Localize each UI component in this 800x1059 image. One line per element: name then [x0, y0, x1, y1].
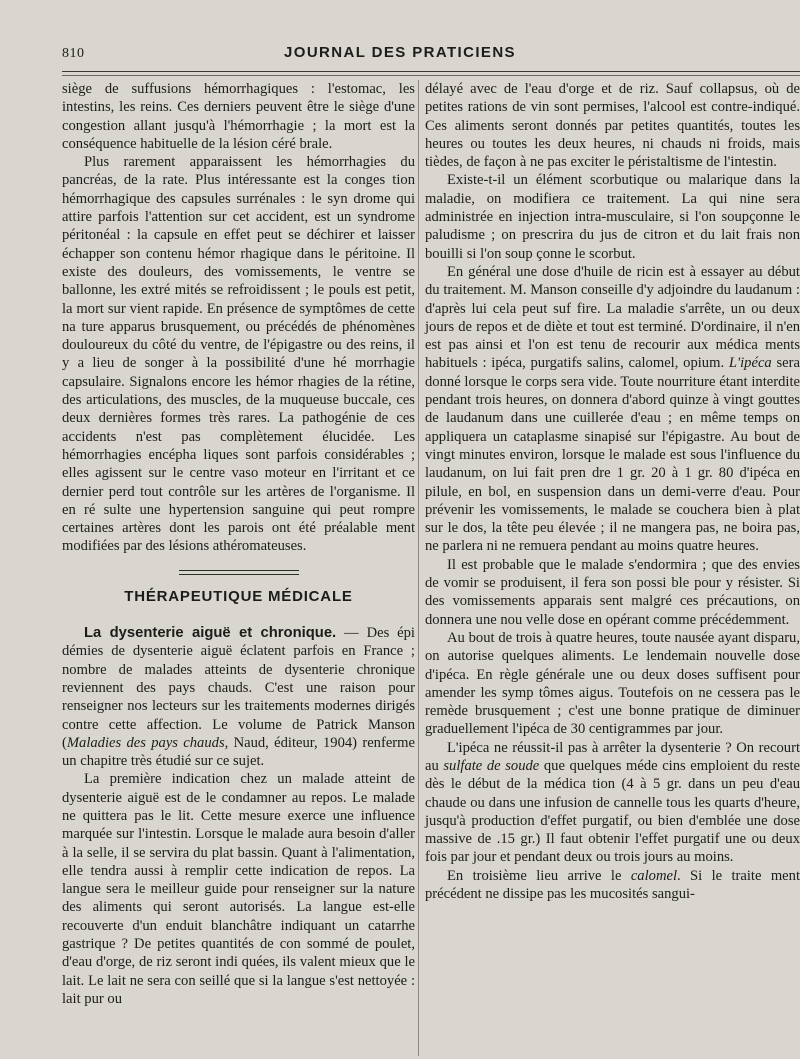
section-separator	[179, 570, 299, 571]
section-heading: THÉRAPEUTIQUE MÉDICALE	[124, 587, 353, 605]
header-rule	[62, 71, 800, 72]
paragraph-text: L'ipéca ne réussit-il pas à arrêter la dysenterie ? On recourt au	[425, 739, 800, 774]
paragraph-text: sera donné lorsque le corps sera vide. Toute nourriture étant interdite pendant trois heures, on donnera d'abord quinze à vingt gouttes de laudanum dans une cuillerée d'eau ; en même temps on appliquera un cataplasme sinapisé sur l'épigastre. Au bout de vingt minutes environ, lorsque le malade est sous l'influence du laudanum, on lui fait pren dre 1 gr. 20 à 1 gr. 80 d'ipéca en pilule, en bol, en suspension dans un demi-verre d'eau. Pour prévenir les vomissements, le malade se couchera bien à plat sur le dos, la tête peu élevée ; il ne mangera pas, ne boira pas, ne parlera ni ne remuera pendant au moins quatre heures.	[425, 355, 800, 555]
italic-term: sulfate de soude	[443, 757, 540, 774]
paragraph: Il est probable que le malade s'endormira ; que des envies de vomir se produisent, il fera son possi ble pour y résister. Si des vomissements apparais sent malgré ces précautions, on donnera une nou velle dose en opérant comme précédemment.	[425, 556, 800, 628]
article-intro-text: — Des épi démies de dysenterie aiguë éclatent parfois en France ; nombre de malades atteints de dysenterie chronique reviennent des pays chauds. C'est une raison pour renseigner nos lecteurs sur les traitements modernes dirigés contre cette affection. Le volume de Patrick Manson (	[62, 625, 415, 751]
paragraph: délayé avec de l'eau d'orge et de riz. Sauf collapsus, où de petites rations de vin sont permises, l'alcool est contre-indiqué. Ces aliments seront donnés par petites quantités, toutes les heures ou toutes les deux heures, ni chauds ni froids, mais tièdes, de façon à ne pas exciter le péristaltisme de l'intestin.	[425, 81, 800, 171]
paragraph: Plus rarement apparaissent les hémorrhagies du pancréas, de la rate. Plus intéressante est la conges tion hémorrhagique des capsules surrénales : le syn drome qui attire parfois l'attention sur cet accident, est un syndrome péritonéal : la capsule en effet peut se déchirer et laisser échapper son contenu hémor rhagique dans le péritoine. Il existe des douleurs, des vomissements, le ventre se ballonne, les extré mités se refroidissent ; le pouls est petit, la mort sur vient rapide. En présence de symptômes de cette na ture apparus brusquement, ou précédés de phénomènes douloureux du côté du ventre, de l'épigastre ou des reins, il y a lieu de songer à la possibilité d'une hé morrhagie capsulaire. Signalons encore les hémor rhagies de la rétine, des articulations, des muscles, de la muqueuse buccale, ces deux dernières formes très rares. La pathogénie de ces accidents n'est pas complètement élucidée. Les hémorrhagies encépha liques sont parfois considérables ; elles agissent sur le centre vaso moteur en l'irritant et ce dernier perd tout contrôle sur les artères de l'organisme. Il en ré sulte une hypertension sanguine qui peut rompre certaines artères dont les parois ont été préalable ment modifiées par des lésions athéromateuses.	[62, 154, 415, 555]
italic-term: L'ipéca	[728, 355, 772, 372]
paragraph	[425, 263, 800, 556]
article-title: La dysenterie aiguë et chronique.	[84, 625, 337, 642]
book-title: Maladies des pays chauds	[66, 734, 225, 751]
paragraph: La première indication chez un malade atteint de dysenterie aiguë est de le condamner au repos. Le malade ne quittera pas le lit. Cette mesure exerce une influence marquée sur l'intestin. Lorsque le malade aura besoin d'aller à la selle, il se servira du plat bassin. Quant à l'alimentation, elle tendra aussi à remplir cette indication de repos. La langue sera le meilleur guide pour renseigner sur la nature des aliments qui seront autorisés. La langue est-elle recouverte d'un enduit blanchâtre indiquant un catarrhe gastrique ? De petites quantités de con sommé de poulet, d'eau d'orge, de riz seront indi quées, ils valent mieux que le lait. Le lait ne sera con seillé que si la langue s'est nettoyée : lait pur ou	[62, 771, 415, 1007]
italic-term: calomel	[630, 867, 678, 884]
article-intro-text: , Naud, éditeur, 1904) renferme un chapitre très étudié sur ce sujet.	[62, 734, 415, 770]
running-title: JOURNAL DES PRATICIENS	[284, 44, 516, 61]
paragraph-text: . Si le traite ment précédent ne dissipe pas les mucosités sangui-	[425, 867, 800, 903]
right-column	[425, 80, 800, 903]
column-rule	[418, 80, 419, 1056]
paragraph	[425, 867, 800, 904]
paragraph: Existe-t-il un élément scorbutique ou malarique dans la maladie, on modifiera ce traitement. La qui nine sera administrée en injection intra-musculaire, si l'on soupçonne le paludisme ; on prescrira du jus de citron et du lait frais non bouilli si l'on soup çonne le scorbut.	[425, 172, 800, 262]
paragraph: siège de suffusions hémorrhagiques : l'estomac, les intestins, les reins. Ces derniers peuvent être le siège d'une congestion allant jusqu'à l'hémorrhagie ; la mort est la conséquence habituelle de la lésion céré brale.	[62, 81, 415, 152]
paragraph-text: En troisième lieu arrive le	[447, 867, 631, 884]
page-number: 810	[62, 46, 85, 61]
paragraph-text: que quelques méde cins emploient du reste dès le début de la médica tion (4 à 5 gr. dans un peu d'eau chaude ou dans une infusion de cannelle tous les quarts d'heure, jusqu'à production d'effet purgatif, ou bien d'emblée une dose massive de .15 gr.) Il faut obtenir l'effet purgatif une ou deux fois par jour et pendant deux ou trois jours au moins.	[425, 757, 800, 866]
left-column	[62, 80, 415, 1008]
paragraph	[425, 739, 800, 867]
section-separator	[179, 574, 299, 575]
header-rule-thin	[62, 75, 800, 76]
paragraph: Au bout de trois à quatre heures, toute nausée ayant disparu, on autorise quelques aliments. Le lendemain nouvelle dose d'ipéca. En règle générale une ou deux doses suffisent pour amender les symp tômes aigus. Toutefois on ne cessera pas le remède brusquement ; c'est une bonne pratique de diminuer graduellement l'ipéca de 30 centigrammes par jour.	[425, 629, 800, 738]
article-intro	[62, 624, 415, 770]
paragraph-text: En général une dose d'huile de ricin est à essayer au début du traitement. M. Manson conseille d'y adjoindre du laudanum : d'après lui cela peut suf fire. La maladie s'arrête, un ou deux jours de repos et de diète et tout est terminé. D'ordinaire, il n'en est pas ainsi et l'on est tenu de recourir aux médica ments habituels : ipéca, purgatifs salins, calomel, opium.	[425, 263, 800, 372]
